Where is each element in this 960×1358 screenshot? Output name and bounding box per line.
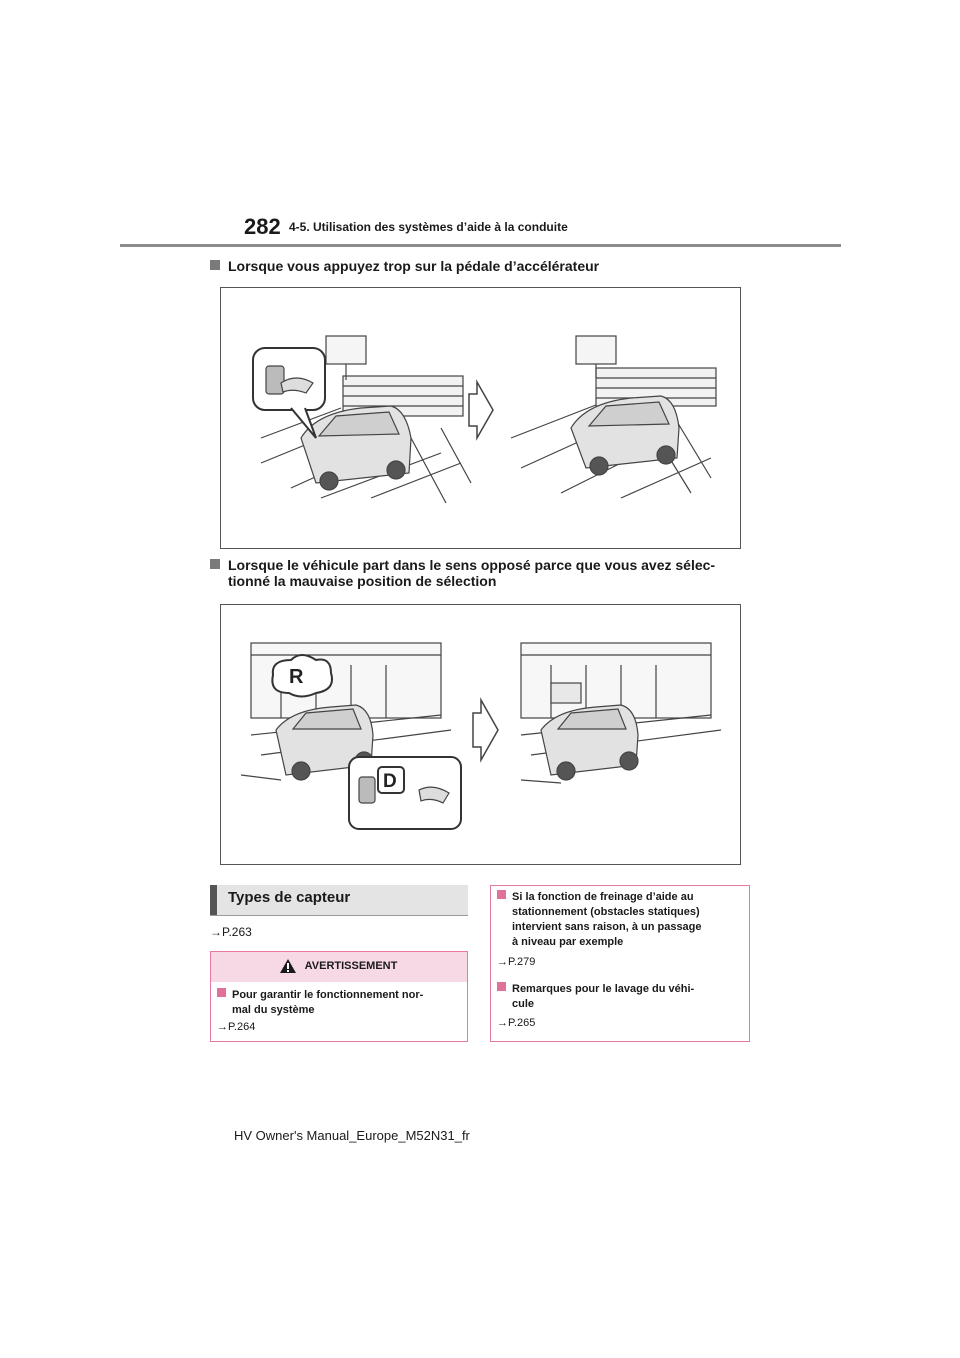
header-rule [120,244,841,247]
footer-text: HV Owner's Manual_Europe_M52N31_fr [234,1128,470,1143]
types-heading-box [210,885,468,916]
warning-box [210,951,468,1042]
types-heading: Types de capteur [228,889,351,906]
item-heading-wrong-gear-line1: Lorsque le véhicule part dans le sens opposé parce que vous avez sélec- [228,557,716,573]
warning-item-line2: mal du système [232,1004,315,1016]
section-title: 4-5. Utilisation des systèmes d’aide à la conduite [289,220,568,234]
square-bullet-icon [210,559,220,569]
info-item-2-ref-link[interactable]: →P.265 [497,1017,536,1029]
page-number: 282 [244,214,281,239]
types-heading-bar [210,885,217,915]
figure-wrong-gear [220,604,741,865]
square-bullet-icon [210,260,220,270]
gear-d-label: D [383,771,397,792]
info-item-1 [497,890,694,905]
item-heading-wrong-gear-line2: tionné la mauvaise position de sélection [228,573,497,589]
info-item-1-line4: à niveau par exemple [512,936,624,948]
item-heading-accelerator [210,256,599,277]
warning-item [217,988,423,1003]
info-item-1-line2: stationnement (obstacles statiques) [512,906,700,918]
gear-r-label: R [289,666,304,688]
figure-accelerator [220,287,741,549]
info-item-2 [497,982,694,997]
square-bullet-icon [497,890,506,899]
info-item-1-ref-link[interactable]: →P.279 [497,956,536,968]
types-ref-link[interactable]: →P.263 [210,925,252,939]
warning-ref-link[interactable]: →P.264 [217,1021,256,1033]
square-bullet-icon [497,982,506,991]
warning-title: AVERTISSEMENT [304,960,398,972]
info-item-2-line2: cule [512,998,535,1010]
info-item-2-line1: Remarques pour le lavage du véhi- [512,983,695,995]
item-heading-accelerator-text: Lorsque vous appuyez trop sur la pédale d’accélérateur [228,258,600,274]
figure-wrong-gear-illustration [221,605,740,864]
info-item-1-line3: intervient sans raison, à un passage [512,921,702,933]
warning-item-line1: Pour garantir le fonctionnement nor- [232,989,424,1001]
info-box [490,885,750,1042]
warning-header [211,952,467,982]
info-item-1-line1: Si la fonction de freinage d’aide au [512,891,694,903]
square-bullet-icon [217,988,226,997]
figure-accelerator-illustration [221,288,740,548]
